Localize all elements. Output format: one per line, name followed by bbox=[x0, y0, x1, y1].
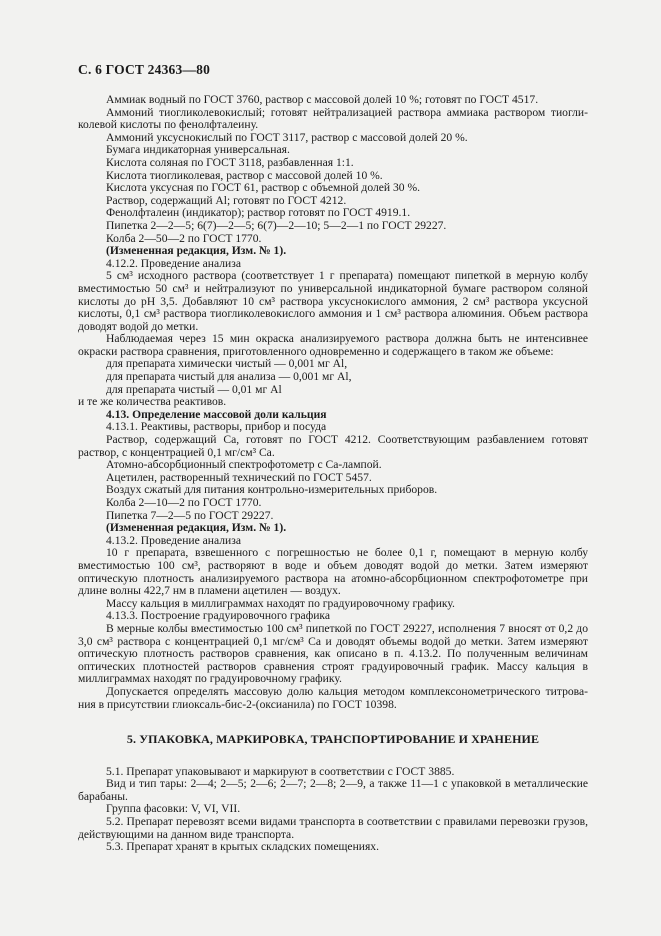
reagent-line: Колба 2—50—2 по ГОСТ 1770. bbox=[106, 231, 262, 245]
list-item: для препарата чистый для анализа — 0,001 мг Al, bbox=[106, 370, 352, 384]
section-5-paragraph: 5.1. Препарат упаковывают и маркируют в соответствии с ГОСТ 3885. bbox=[106, 764, 455, 778]
analysis-paragraph: В мерные колбы вместимостью 100 см³ пипеткой по ГОСТ 29227, исполнения 7 вносят от 0,2 до 3,0 см³ раствора с концентрацией 0,1 мг/см³ Ca и доводят объемы водой до метки. Затем измеряют оптическую плотность растворов сравнения, как описано в п. 4.13.2. По полученным величинам оптических плотностей растворов сравнения строят градуировочный график. Массу кальция в миллиграммах находят по градуировочному графику. bbox=[78, 621, 588, 686]
reagent-line: Атомно-абсорбционный спектрофотометр с Ca-лампой. bbox=[106, 458, 382, 472]
reagent-line: Раствор, содержащий Al; готовят по ГОСТ 4212. bbox=[106, 193, 347, 207]
list-item: для препарата химически чистый — 0,001 мг Al, bbox=[106, 357, 348, 371]
reagent-line: Пипетка 7—2—5 по ГОСТ 29227. bbox=[106, 508, 274, 522]
section-5-title: 5. УПАКОВКА, МАРКИРОВКА, ТРАНСПОРТИРОВАНИЕ И ХРАНЕНИЕ bbox=[126, 732, 540, 747]
subsection-heading: 4.13.2. Проведение анализа bbox=[106, 533, 241, 547]
reagent-line: Аммоний тиогликолевокислый; готовят нейтрализацией раствора аммиака раствором тиогли-колевой кислоты по фенолфталеину. bbox=[78, 105, 588, 132]
reagent-line: Колба 2—10—2 по ГОСТ 1770. bbox=[106, 496, 262, 509]
reagent-line: Кислота соляная по ГОСТ 3118, разбавленная 1:1. bbox=[106, 155, 354, 169]
reagent-line: Ацетилен, растворенный технический по ГОСТ 5457. bbox=[106, 470, 372, 484]
reagent-line: 4.13.1. Реактивы, растворы, прибор и посуда bbox=[106, 420, 327, 434]
list-item: для препарата чистый — 0,01 мг Al bbox=[106, 382, 282, 396]
subsection-heading: 4.12.2. Проведение анализа bbox=[106, 256, 241, 270]
reagent-line: Аммоний уксуснокислый по ГОСТ 3117, раствор с массовой долей 20 %. bbox=[106, 130, 468, 144]
analysis-paragraph: 10 г препарата, взвешенного с погрешностью не более 0,1 г, помещают в мерную колбу вместимостью 100 см³, растворяют в воде и объем доводят водой до метки. Затем измеряют оптическую плотность анализируемого раствора на атомно-абсорбционном спектрофотометре при длине волны 422,7 нм в пламени ацетилен — воздух. bbox=[78, 546, 588, 598]
reagent-line: Кислота тиогликолевая, раствор с массовой долей 10 %. bbox=[106, 168, 383, 182]
reagent-line: Раствор, содержащий Ca, готовят по ГОСТ 4212. Соответствующим разбавлением готовят раствор, с концентрацией 0,1 мг/см³ Ca. bbox=[78, 433, 588, 459]
subsection-heading: 4.13.3. Построение градуировочного графика bbox=[106, 609, 331, 623]
reagent-line: Воздух сжатый для питания контрольно-измерительных приборов. bbox=[106, 483, 438, 497]
section-5-paragraph: Вид и тип тары: 2—4; 2—5; 2—6; 2—7; 2—8; 2—9, а также 11—1 с упаковкой в металлические барабаны. bbox=[78, 777, 588, 803]
page-header: С. 6 ГОСТ 24363—80 bbox=[78, 62, 211, 77]
list-tail: и те же количества реактивов. bbox=[78, 395, 227, 409]
reagent-line: Аммиак водный по ГОСТ 3760, раствор с массовой долей 10 %; готовят по ГОСТ 4517. bbox=[106, 93, 539, 106]
reagent-line: Бумага индикаторная универсальная. bbox=[106, 143, 290, 157]
edit-note: (Измененная редакция, Изм. № 1). bbox=[106, 521, 287, 535]
analysis-paragraph: Массу кальция в миллиграммах находят по градуировочному графику. bbox=[106, 596, 455, 610]
reagent-line: Кислота уксусная по ГОСТ 61, раствор с объемной долей 30 %. bbox=[106, 181, 421, 195]
section-5-paragraph: 5.3. Препарат хранят в крытых складских помещениях. bbox=[106, 840, 380, 854]
document-body bbox=[78, 94, 588, 854]
reagent-line: Фенолфталеин (индикатор); раствор готовят по ГОСТ 4919.1. bbox=[106, 206, 411, 220]
section-5-paragraph: Группа фасовки: V, VI, VII. bbox=[106, 802, 241, 816]
section-5-paragraph: 5.2. Препарат перевозят всеми видами транспорта в соответствии с правилами перевозки грузов, действующими на данном виде транспорта. bbox=[78, 815, 588, 841]
reagent-line: Пипетка 2—2—5; 6(7)—2—5; 6(7)—2—10; 5—2—1 по ГОСТ 29227. bbox=[106, 218, 447, 232]
analysis-paragraph: 5 см³ исходного раствора (соответствует 1 г препарата) помещают пипеткой в мерную колбу вместимостью 50 см³ и нейтрализуют по универсальной индикаторной бумаге раствором соляной кислоты до pH 3,5. Добавляют 10 см³ раствора уксуснокислого аммония, 2 см³ раствора уксусной кислоты, 0,1 см³ раствора тиогликолевокислого аммония и 1 см³ раствора алюминия. Объем раствора доводят водой до метки. bbox=[78, 269, 588, 333]
section-heading: 4.13. Определение массовой доли кальция bbox=[106, 407, 327, 421]
analysis-paragraph: Допускается определять массовую долю кальция методом комплексонометрического титрова-ния в присутствии глиоксаль-бис-2-(оксианила) по ГОСТ 10398. bbox=[78, 684, 588, 711]
analysis-paragraph: Наблюдаемая через 15 мин окраска анализируемого раствора должна быть не интенсивнее окраски раствора сравнения, приготовленного одновременно и содержащего в таком же объеме: bbox=[78, 332, 588, 358]
edit-note: (Измененная редакция, Изм. № 1). bbox=[106, 244, 287, 258]
